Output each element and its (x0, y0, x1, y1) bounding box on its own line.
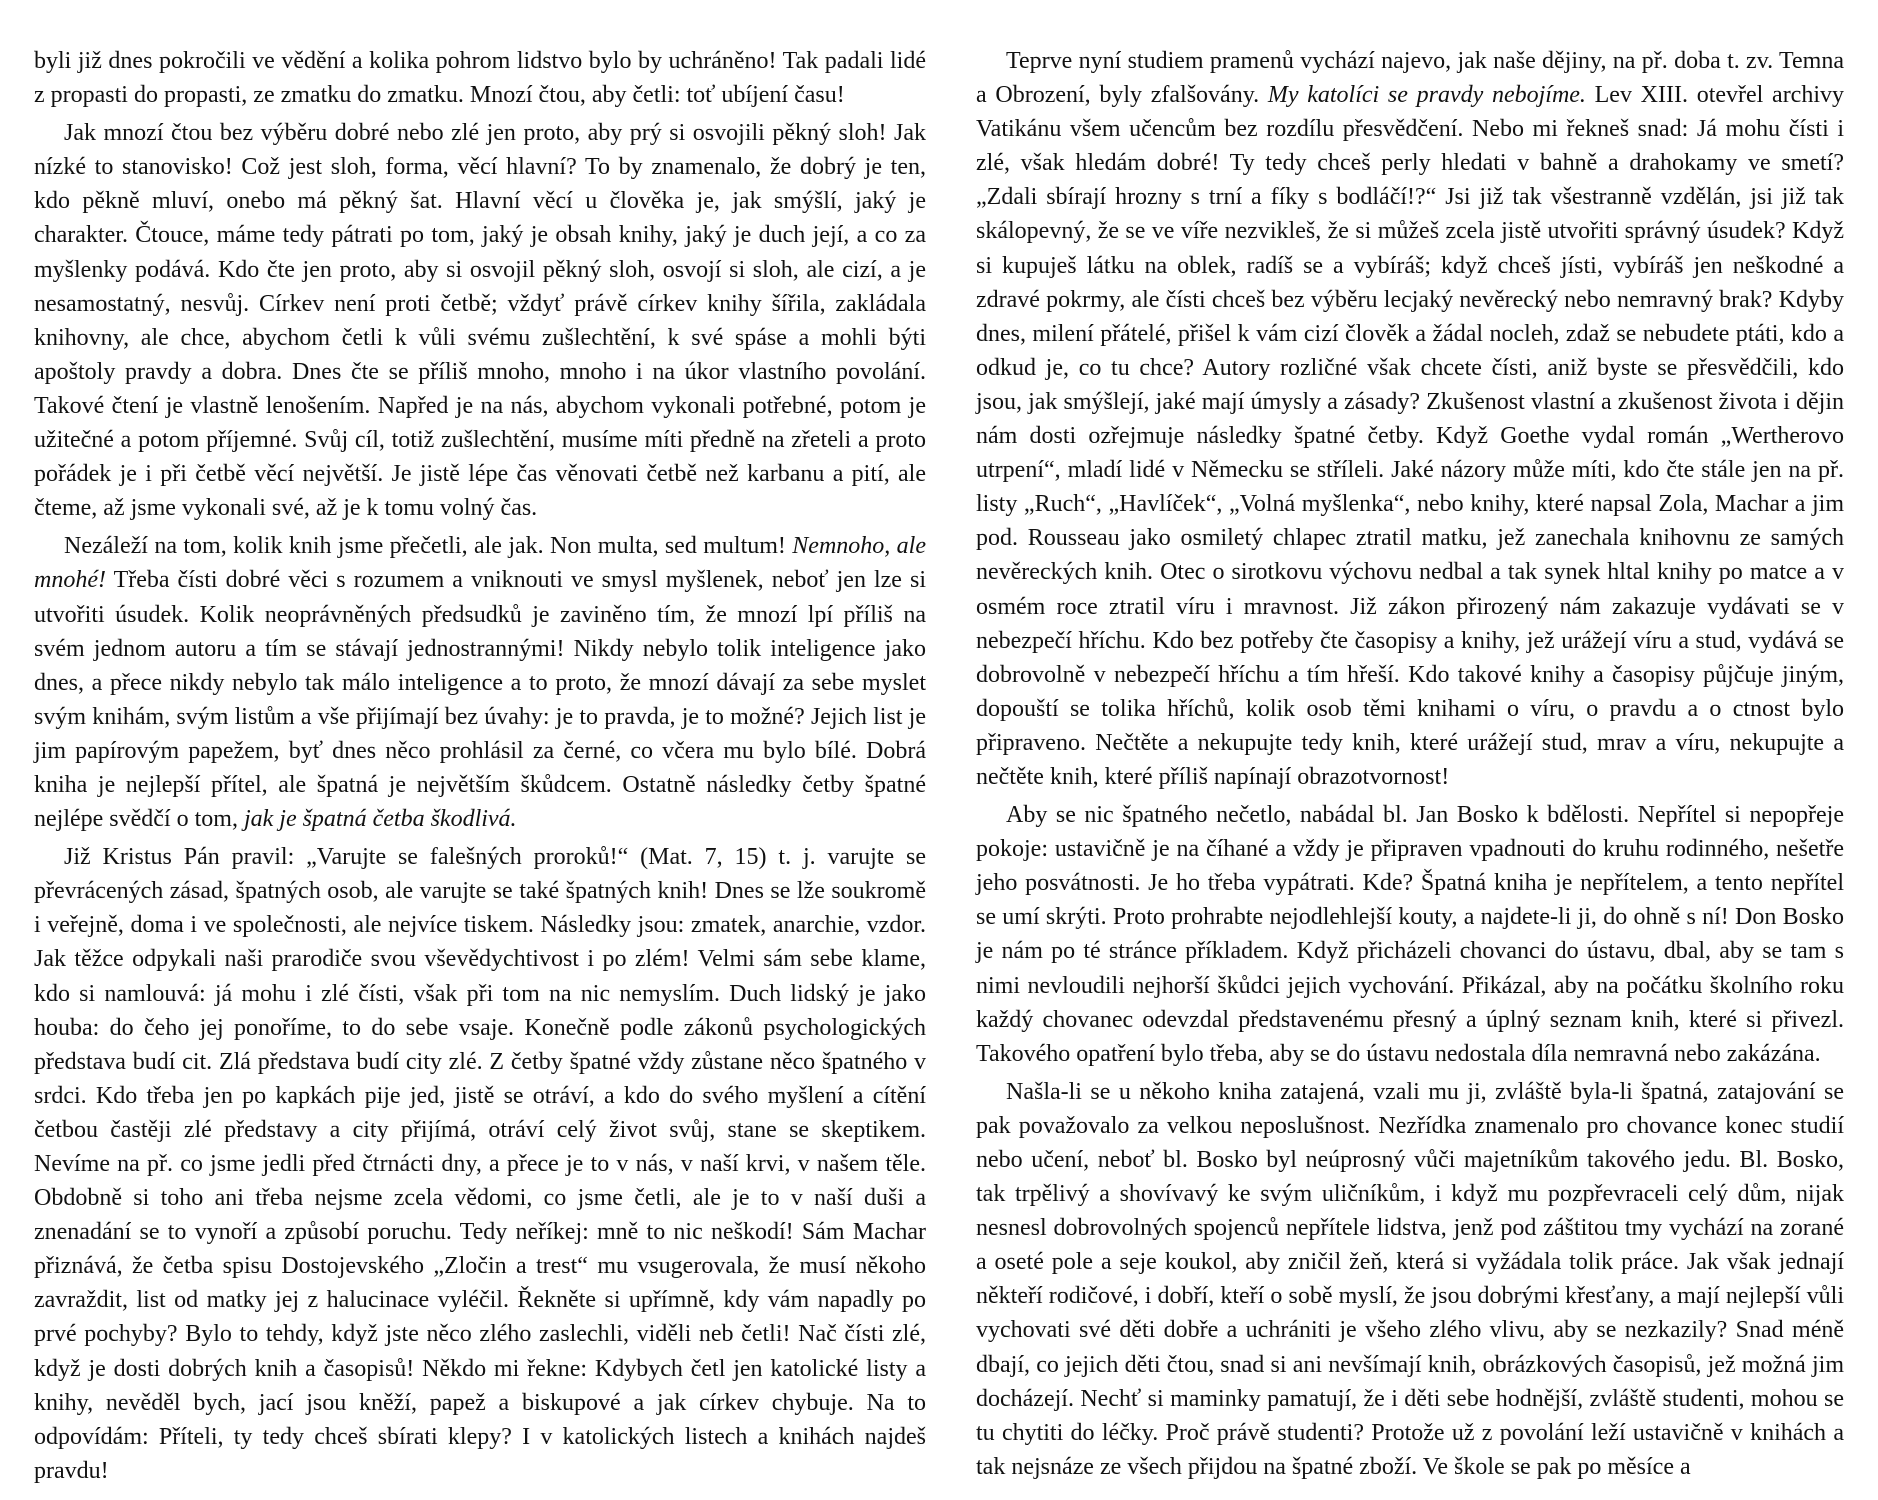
paragraph (976, 798, 1844, 1071)
paragraph (34, 44, 926, 112)
text-segment: Třeba čísti dobré věci s rozumem a vniknouti ve smysl myšlenek, neboť jen lze si utvořiti úsudek. Kolik neoprávněných předsudků je zaviněno tím, že mnozí lpí příliš na svém jednom autoru a tím se stávají jednostrannými! Nikdy nebylo tolik inteligence jako dnes, a přece nikdy nebylo tak málo inteligence a to proto, že mnozí dávají za sebe myslet svým knihám, svým listům a vše přijímají bez úvahy: je to pravda, je to možné? Jejich list je jim papírovým papežem, byť dnes něco prohlásil za černé, co včera mu bylo bílé. Dobrá kniha je nejlepší přítel, ale špatná je největším škůdcem. Ostatně následky četby špatné nejlépe svědčí o tom, (34, 567, 926, 833)
text-segment: Jak mnozí čtou bez výběru dobré nebo zlé jen proto, aby prý si osvojili pěkný sloh! Jak nízké to stanovisko! Což jest sloh, forma, věcí hlavní? To by znamenalo, že dobrý je ten, kdo pěkně mluví, onebo má pěkný šat. Hlavní věcí u člověka je, jak smýšlí, jaký je charakter. Čtouce, máme tedy pátrati po tom, jaký je obsah knihy, jaký je duch její, a co za myšlenky podává. Kdo čte jen proto, aby si osvojil pěkný sloh, osvojí si sloh, ale cizí, a je nesamostatný, nesvůj. Církev není proti četbě; vždyť právě církev knihy šířila, zakládala knihovny, ale chce, abychom četli k vůli svému zušlechtění, k své spáse a mohli býti apoštoly pravdy a dobra. Dnes čte se příliš mnoho, mnoho i na úkor vlastního povolání. Takové čtení je vlastně lenošením. Napřed je na nás, abychom vykonali potřebné, potom je užitečné a potom příjemné. Svůj cíl, totiž zušlechtění, musíme míti předně na zřeteli a proto pořádek je i při četbě věcí největší. Je jistě lépe čas věnovati četbě než karbanu a pití, ale čteme, až jsme vykonali své, až je k tomu volný čas. (34, 120, 926, 522)
left-text-column (34, 44, 926, 1488)
text-segment: Lev XIII. otevřel archivy Vatikánu všem učencům bez rozdílu přesvědčení. Nebo mi řekneš snad: Já mohu čísti i zlé, však hledám dobré! Ty tedy chceš perly hledati v bahně a drahokamy ve smetí? „Zdali sbírají hrozny s trní a fíky s bodláčí!?“ Jsi již tak všestranně vzdělán, jsi již tak skálopevný, že se ve víře nezviklеš, že si můžeš zcela jistě utvořiti správný úsudek? Když si kupuješ látku na oblek, radíš se a vybíráš; když chceš jísti, vybíráš jen neškodné a zdravé pokrmy, ale čísti chceš bez výběru lecjaký nevěrecký nebo nemravný brak? Kdyby dnes, milení přátelé, přišel k vám cizí člověk a žádal nocleh, zdaž se nebudete ptáti, kdo a odkud je, co tu chce? Autory rozličné však chcete čísti, aniž byste se přesvědčili, kdo jsou, jak smýšlejí, jaké mají úmysly a zásady? Zkušenost vlastní a zkušenost života i dějin nám dosti ozřejmuje následky špatné četby. Když Goethe vydal román „Wertherovo utrpení“, mladí lidé v Německu se stříleli. Jaké názory může míti, kdo čte stále jen na př. listy „Ruch“, „Havlíček“, „Volná myšlenka“, nebo knihy, které napsal Zola, Machar a jim pod. Rousseau jako osmiletý chlapec ztratil matku, jež zanechala knihovnu ze samých nevěreckých knih. Otec o sirotkovu výchovu nedbal a tak synek hltal knihy po matce a v osmém roce ztratil víru i mravnost. Již zákon přirozený nám zakazuje vydávati se v nebezpečí hříchu. Kdo bez potřeby čte časopisy a knihy, jež urážejí víru a stud, vydává se dobrovolně v nebezpečí hříchu a tím hřeší. Kdo takové knihy a časopisy půjčuje jiným, dopouští se tolika hříchů, kolik osob těmi knihami o víru, o pravdu a o ctnost bylo připraveno. Nečtěte a nekupujte tedy knih, které urážejí stud, mrav a víru, nekupujte a nečtěte knih, které příliš napínají obrazotvornost! (976, 82, 1844, 790)
paragraph (976, 44, 1844, 794)
italic-text-segment: My katolíci se pravdy nebojíme. (1267, 82, 1586, 109)
paragraph (34, 529, 926, 836)
text-segment: Aby se nic špatného nečetlo, nabádal bl. Jan Bosko k bdělosti. Nepřítel si nepopřeje pokoje: ustavičně je na číhané a vždy je připraven vpadnouti do kruhu rodinného, nešetře jeho posvátnosti. Je ho třeba vypátrati. Kde? Špatná kniha je nepřítelem, a tento nepřítel se umí skrýti. Proto prohrabte nejodlehlejší kouty, a najdete-li ji, do ohně s ní! Don Bosko je nám po té stránce příkladem. Když přicházeli chovanci do ústavu, dbal, aby se tam s nimi nevloudili nejhorší škůdci jejich vychování. Přikázal, aby na počátku školního roku každý chovanec odevzdal představenému přesný a úplný seznam knih, které si přivezl. Takového opatření bylo třeba, aby se do ústavu nedostala díla nemravná nebo zakázána. (976, 802, 1844, 1067)
right-text-column (976, 44, 1844, 1484)
paragraph (34, 840, 926, 1488)
text-segment: Našla-li se u někoho kniha zatajená, vzali mu ji, zvláště byla-li špatná, zatajování se pak považovalo za velkou neposlušnost. Nezřídka znamenalo pro chovance konec studií nebo učení, neboť bl. Bosko byl neúprosný vůči majetníkům takového jedu. Bl. Bosko, tak trpělivý a shovívavý ke svým uličníkům, i když mu pozpřevraceli celý dům, nijak nesnesl dobrovolných spojenců nepřítele lidstva, jenž pod záštitou tmy vychází na zorané a oseté pole a seje koukol, aby zničil žeň, která si vyžádala tolik práce. Jak však jednají někteří rodičové, i dobří, kteří o sobě myslí, že jsou dobrými křesťany, a mají nejlepší vůli vychovati své děti dobře a uchrániti je všeho zlého vlivu, aby se nezkazily? Snad méně dbají, co jejich děti čtou, snad si ani nevšímají knih, obrázkových časopisů, jež možná jim docházejí. Nechť si maminky pamatují, že i děti sebe hodnější, zvláště studenti, mohou se tu chytiti do léčky. Proč právě studenti? Protože už z povolání leží ustavičně v knihách a tak nejsnáze ze všech přijdou na špatné zboží. Ve škole se pak po měsíce a (976, 1078, 1844, 1480)
text-segment: Nezáleží na tom, kolik knih jsme přečetli, ale jak. Non multa, sed multum! (64, 533, 793, 560)
italic-text-segment: Nemnoho, ale mnohé! (34, 533, 927, 594)
text-segment: byli již dnes pokročili ve vědění a kolika pohrom lidstvo bylo by uchráněno! Tak padali lidé z propasti do propasti, ze zmatku do zmatku. Mnozí čtou, aby četli: toť ubíjení času! (34, 48, 926, 109)
paragraph (976, 1075, 1844, 1484)
text-segment: Již Kristus Pán pravil: „Varujte se falešných proroků!“ (Mat. 7, 15) t. j. varujte se převrácených zásad, špatných osob, ale varujte se také špatných knih! Dnes se lže soukromě i veřejně, doma i ve společnosti, ale nejvíce tiskem. Následky jsou: zmatek, anarchie, vzdor. Jak těžce odpykali naši prarodiče svou vševědychtivost i po zlém! Velmi sám sebe klame, kdo si namlouvá: já mohu i zlé čísti, však při tom na nic nemyslím. Duch lidský je jako houba: do čeho jej ponoříme, to do sebe vsaje. Konečně podle zákonů psychologických představa budí cit. Zlá představa budí city zlé. Z četby špatné vždy zůstane něco špatného v srdci. Kdo třeba jen po kapkách pije jed, jistě se otráví, a kdo do svého myšlení a cítění četbou častěji zlé představy a city přijímá, otráví celý život svůj, stane se skeptikem. Nevíme na př. co jsme jedli před čtrnácti dny, a přece je to v nás, v naší krvi, v našem těle. Obdobně si toho ani třeba nejsme zcela vědomi, co jsme četli, ale je to v naší duši a znenadání se to vynoří a způsobí poruchu. Tedy neříkej: mně to nic neškodí! Sám Machar přiznává, že četba spisu Dostojevského „Zločin a trest“ mu vsugerovala, že musí někoho zavraždit, list od matky jej z halucinace vyléčil. Řekněte si upřímně, kdy vám napadly po prvé pochyby? Bylo to tehdy, když jste něco zlého zaslechli, viděli neb četli! Nač čísti zlé, když je dosti dobrých knih a časopisů! Někdo mi řekne: Kdybych četl jen katolické listy a knihy, nevěděl bych, jací jsou kněží, papež a biskupové a jak církev chybuje. Na to odpovídám: Příteli, ty tedy chceš sbírati klepy? I v katolických listech a knihách najdeš pravdu! (34, 844, 926, 1484)
paragraph (34, 116, 926, 525)
text-segment: Teprve nyní studiem pramenů vychází najevo, jak naše dějiny, na př. doba t. zv. Temna a Obrození, byly zfalšovány. (976, 48, 1844, 109)
italic-text-segment: jak je špatná četba škodlivá. (243, 806, 517, 833)
